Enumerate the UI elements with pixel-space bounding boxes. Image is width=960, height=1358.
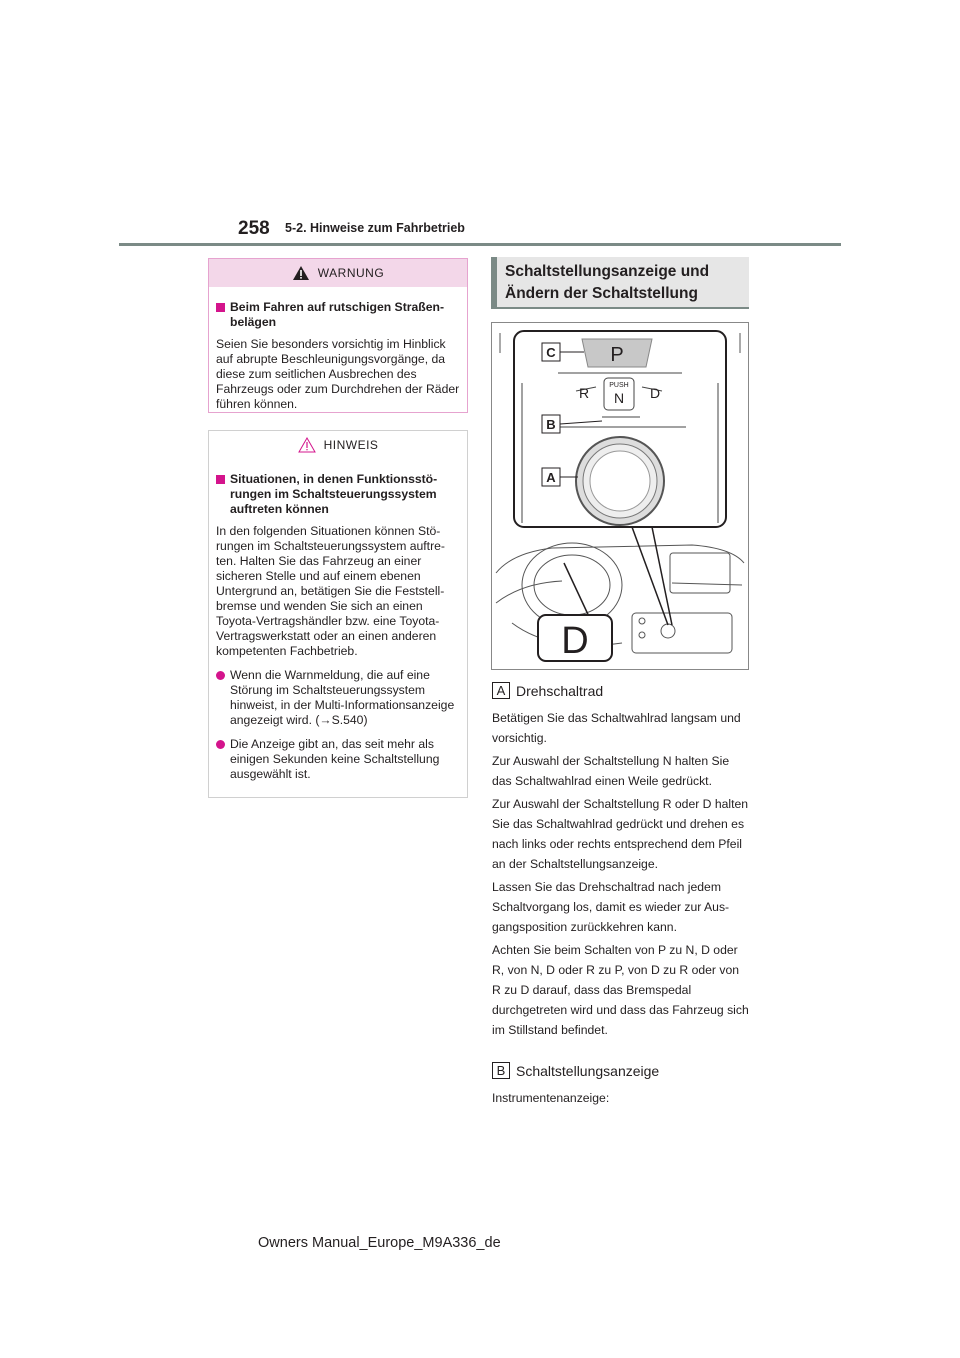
note-text: In den folgenden Situationen können Störungen im Schaltsteuerungssystem auftreten. Halten Sie das Fahrzeug an einer sicheren Stelle und auf einem ebenen Untergrund an, betätigen Sie die Feststellbremse und wenden Sie sich an einen Toyota-Vertragshändler bzw. eine Toyota-Vertragswerkstatt oder an einen anderen kompetenten Fachbetrieb. (216, 524, 445, 658)
note-box (208, 430, 468, 798)
gear-n-label: N (613, 390, 625, 406)
item-a-paragraph: Zur Auswahl der Schaltstellung R oder D halten Sie das Schaltwahlrad gedrückt und drehen es nach links oder rechts entsprechend dem Pfeil an der Schaltstellungsanzeige. (492, 797, 749, 871)
square-bullet-icon (216, 475, 225, 484)
warning-box (208, 258, 468, 413)
footer: Owners Manual_Europe_M9A336_de (258, 1235, 501, 1251)
item-b-letter: B (492, 1062, 510, 1079)
page-number: 258 (238, 218, 270, 239)
note-title: HINWEIS (323, 438, 379, 452)
note-bullet-1: Wenn die Warnmeldung, die auf eine Störung im Schaltsteuerungssystem hinweist, in der Multi-Informationsanzeige angezeigt wird. (→S.540) (230, 668, 455, 727)
gear-d-label: D (649, 385, 661, 401)
item-a-header (492, 682, 603, 699)
callout-b: B (546, 417, 556, 432)
item-a-letter: A (492, 682, 510, 699)
bullet-dot-icon (216, 671, 225, 680)
section-title: 5-2. Hinweise zum Fahrbetrieb (285, 221, 465, 235)
item-a-body (492, 708, 750, 1043)
push-label: PUSH (609, 382, 629, 389)
gear-r-label: R (578, 385, 590, 401)
warning-icon (292, 265, 310, 281)
item-a-paragraph: Lassen Sie das Drehschaltrad nach jedem Schaltvorgang los, damit es wieder zur Ausgangsposition zurückkehren kann. (492, 880, 730, 934)
item-b-header (492, 1062, 659, 1079)
callout-a: A (546, 470, 556, 485)
warning-title: WARNUNG (317, 266, 385, 280)
item-a-title: Drehschaltrad (516, 682, 604, 699)
callout-d: D (561, 620, 589, 662)
note-heading: Situationen, in denen Funktionsstörungen im Schaltsteuerungssystem auftreten können (230, 472, 438, 516)
gear-p-label: P (610, 344, 624, 366)
bullet-dot-icon (216, 740, 225, 749)
warning-heading: Beim Fahren auf rutschigen Straßenbelägen (230, 300, 444, 329)
note-bullet-2: Die Anzeige gibt an, das seit mehr als einigen Sekunden keine Schaltstellung ausgewählt ist. (230, 737, 440, 781)
item-b-title: Schaltstellungsanzeige (516, 1062, 660, 1079)
list-item (216, 737, 460, 782)
header-rule (119, 243, 841, 246)
caution-icon (298, 437, 316, 453)
callout-c: C (546, 345, 556, 360)
note-title-bar (209, 431, 467, 459)
square-bullet-icon (216, 303, 225, 312)
item-a-paragraph: Achten Sie beim Schalten von P zu N, D oder R, von N, D oder R zu P, von D zu R oder von R zu D darauf, dass das Bremspedal durchgetreten wird und dass das Fahrzeug sich im Stillstand befindet. (492, 943, 749, 1037)
warning-title-bar (209, 259, 467, 287)
item-a-paragraph: Betätigen Sie das Schaltwahlrad langsam und vorsichtig. (492, 711, 741, 745)
shift-dial-illustration (491, 322, 749, 670)
item-a-paragraph: Zur Auswahl der Schaltstellung N halten Sie das Schaltwahlrad einen Weile gedrückt. (492, 754, 730, 788)
warning-text: Seien Sie besonders vorsichtig im Hinblick auf abrupte Beschleunigungsvorgänge, da diese zum seitlichen Ausbrechen des Fahrzeugs oder zum Durchdrehen der Räder führen können. (216, 337, 460, 411)
item-b-text: Instrumentenanzeige: (492, 1091, 610, 1105)
list-item (216, 668, 460, 728)
section-heading: Schaltstellungsanzeige und Ändern der Schaltstellung (491, 257, 749, 309)
